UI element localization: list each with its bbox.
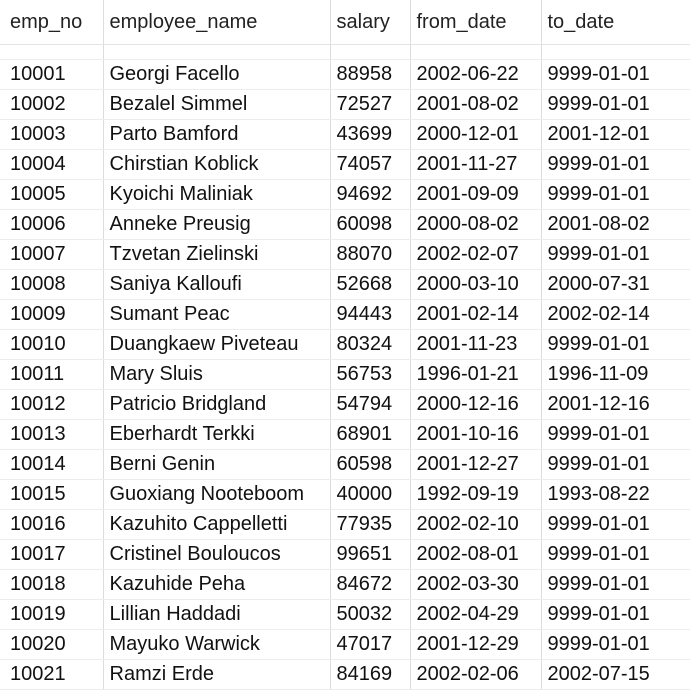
cell-from-date[interactable]: 2002-03-30: [410, 570, 541, 600]
cell-employee-name[interactable]: Berni Genin: [103, 450, 330, 480]
table-row[interactable]: [0, 420, 690, 450]
cell-emp-no[interactable]: 10015: [0, 480, 103, 510]
cell-emp-no[interactable]: 10008: [0, 270, 103, 300]
table-row[interactable]: [0, 300, 690, 330]
table-row[interactable]: [0, 570, 690, 600]
cell-to-date[interactable]: 9999-01-01: [541, 450, 690, 480]
cell-employee-name[interactable]: Patricio Bridgland: [103, 390, 330, 420]
table-row[interactable]: [0, 540, 690, 570]
cell-from-date[interactable]: 2000-08-02: [410, 210, 541, 240]
cell-emp-no[interactable]: 10019: [0, 600, 103, 630]
cell-emp-no[interactable]: 10001: [0, 60, 103, 90]
cell-to-date[interactable]: 2002-02-14: [541, 300, 690, 330]
cell-emp-no[interactable]: 10010: [0, 330, 103, 360]
cell-from-date[interactable]: 2000-12-16: [410, 390, 541, 420]
cell-salary[interactable]: 60598: [330, 450, 410, 480]
cell-salary[interactable]: 99651: [330, 540, 410, 570]
table-row[interactable]: [0, 90, 690, 120]
cell-employee-name[interactable]: Mary Sluis: [103, 360, 330, 390]
cell-emp-no[interactable]: 10003: [0, 120, 103, 150]
cell-from-date[interactable]: 2002-08-01: [410, 540, 541, 570]
cell-from-date[interactable]: 2001-10-16: [410, 420, 541, 450]
cell-to-date[interactable]: 2002-07-15: [541, 660, 690, 690]
cell-emp-no[interactable]: 10011: [0, 360, 103, 390]
table-body: [0, 45, 690, 690]
table-header: [0, 0, 690, 45]
cell-to-date[interactable]: 9999-01-01: [541, 540, 690, 570]
cell-to-date[interactable]: 9999-01-01: [541, 60, 690, 90]
cell-from-date[interactable]: 2001-11-23: [410, 330, 541, 360]
cell-salary[interactable]: 50032: [330, 600, 410, 630]
cell-emp-no[interactable]: 10009: [0, 300, 103, 330]
cell-emp-no[interactable]: 10012: [0, 390, 103, 420]
cell-salary[interactable]: 43699: [330, 120, 410, 150]
cell-to-date[interactable]: 1996-11-09: [541, 360, 690, 390]
cell-emp-no[interactable]: 10013: [0, 420, 103, 450]
column-header-salary[interactable]: salary: [330, 0, 410, 45]
cell-salary[interactable]: 56753: [330, 360, 410, 390]
cell-salary[interactable]: 94443: [330, 300, 410, 330]
cell-employee-name[interactable]: Eberhardt Terkki: [103, 420, 330, 450]
cell-salary[interactable]: 74057: [330, 150, 410, 180]
cell-employee-name[interactable]: Lillian Haddadi: [103, 600, 330, 630]
cell-emp-no[interactable]: 10004: [0, 150, 103, 180]
table-row[interactable]: [0, 270, 690, 300]
cell-to-date[interactable]: 9999-01-01: [541, 240, 690, 270]
table-row[interactable]: [0, 240, 690, 270]
cell-from-date[interactable]: 2002-02-10: [410, 510, 541, 540]
table-row[interactable]: [0, 330, 690, 360]
cell-salary[interactable]: 84169: [330, 660, 410, 690]
table-row[interactable]: [0, 600, 690, 630]
cell-salary[interactable]: 80324: [330, 330, 410, 360]
cell-salary[interactable]: 47017: [330, 630, 410, 660]
cell-to-date[interactable]: 2001-12-01: [541, 120, 690, 150]
cell-to-date[interactable]: 2000-07-31: [541, 270, 690, 300]
cell-to-date[interactable]: 9999-01-01: [541, 420, 690, 450]
cell-employee-name[interactable]: Georgi Facello: [103, 60, 330, 90]
cell-employee-name[interactable]: Kazuhide Peha: [103, 570, 330, 600]
column-header-employee-name[interactable]: employee_name: [103, 0, 330, 45]
cell-salary[interactable]: 77935: [330, 510, 410, 540]
cell-emp-no[interactable]: 10006: [0, 210, 103, 240]
cell-from-date[interactable]: 2002-02-07: [410, 240, 541, 270]
cell-salary[interactable]: 68901: [330, 420, 410, 450]
cell-employee-name[interactable]: Bezalel Simmel: [103, 90, 330, 120]
cell-salary[interactable]: 88958: [330, 60, 410, 90]
cell-salary[interactable]: 40000: [330, 480, 410, 510]
cell-from-date[interactable]: 2001-11-27: [410, 150, 541, 180]
table-row[interactable]: [0, 180, 690, 210]
table-row[interactable]: [0, 510, 690, 540]
cell-to-date[interactable]: 9999-01-01: [541, 600, 690, 630]
table-row[interactable]: [0, 210, 690, 240]
cell-from-date[interactable]: 2001-02-14: [410, 300, 541, 330]
cell-from-date[interactable]: 1992-09-19: [410, 480, 541, 510]
table-row[interactable]: [0, 630, 690, 660]
cell-from-date[interactable]: 2001-12-29: [410, 630, 541, 660]
cell-salary[interactable]: 94692: [330, 180, 410, 210]
cell-employee-name[interactable]: Mayuko Warwick: [103, 630, 330, 660]
cell-emp-no[interactable]: 10007: [0, 240, 103, 270]
cell-from-date[interactable]: 2000-12-01: [410, 120, 541, 150]
cell-to-date[interactable]: 9999-01-01: [541, 630, 690, 660]
table-row[interactable]: [0, 120, 690, 150]
cell-emp-no[interactable]: 10014: [0, 450, 103, 480]
cell-to-date[interactable]: 9999-01-01: [541, 510, 690, 540]
cell-salary[interactable]: 52668: [330, 270, 410, 300]
cell-from-date[interactable]: 2001-09-09: [410, 180, 541, 210]
cell-emp-no[interactable]: 10021: [0, 660, 103, 690]
table-row[interactable]: [0, 150, 690, 180]
cell-employee-name[interactable]: Chirstian Koblick: [103, 150, 330, 180]
cell-to-date[interactable]: 9999-01-01: [541, 90, 690, 120]
cell-to-date[interactable]: 9999-01-01: [541, 180, 690, 210]
table-row[interactable]: [0, 360, 690, 390]
cell-to-date[interactable]: 9999-01-01: [541, 330, 690, 360]
cell-employee-name[interactable]: Ramzi Erde: [103, 660, 330, 690]
cell-emp-no[interactable]: 10017: [0, 540, 103, 570]
cell-to-date[interactable]: 2001-08-02: [541, 210, 690, 240]
cell-to-date[interactable]: 1993-08-22: [541, 480, 690, 510]
column-header-emp-no[interactable]: emp_no: [0, 0, 103, 45]
cell-salary[interactable]: 54794: [330, 390, 410, 420]
header-spacer: [0, 45, 690, 60]
cell-employee-name[interactable]: Parto Bamford: [103, 120, 330, 150]
cell-salary[interactable]: 72527: [330, 90, 410, 120]
cell-from-date[interactable]: 2002-04-29: [410, 600, 541, 630]
cell-salary[interactable]: 88070: [330, 240, 410, 270]
cell-employee-name[interactable]: Duangkaew Piveteau: [103, 330, 330, 360]
cell-salary[interactable]: 60098: [330, 210, 410, 240]
cell-from-date[interactable]: 2002-06-22: [410, 60, 541, 90]
cell-from-date[interactable]: 2001-12-27: [410, 450, 541, 480]
cell-from-date[interactable]: 2002-02-06: [410, 660, 541, 690]
column-header-to-date[interactable]: to_date: [541, 0, 690, 45]
cell-from-date[interactable]: 2001-08-02: [410, 90, 541, 120]
cell-employee-name[interactable]: Anneke Preusig: [103, 210, 330, 240]
cell-employee-name[interactable]: Saniya Kalloufi: [103, 270, 330, 300]
column-header-from-date[interactable]: from_date: [410, 0, 541, 45]
cell-employee-name[interactable]: Kazuhito Cappelletti: [103, 510, 330, 540]
cell-to-date[interactable]: 2001-12-16: [541, 390, 690, 420]
table-row[interactable]: [0, 660, 690, 690]
table-row[interactable]: [0, 480, 690, 510]
cell-emp-no[interactable]: 10020: [0, 630, 103, 660]
cell-from-date[interactable]: 1996-01-21: [410, 360, 541, 390]
table-row[interactable]: [0, 390, 690, 420]
cell-to-date[interactable]: 9999-01-01: [541, 570, 690, 600]
cell-employee-name[interactable]: Tzvetan Zielinski: [103, 240, 330, 270]
header-row: [0, 0, 690, 45]
cell-emp-no[interactable]: 10018: [0, 570, 103, 600]
cell-salary[interactable]: 84672: [330, 570, 410, 600]
cell-employee-name[interactable]: Kyoichi Maliniak: [103, 180, 330, 210]
cell-employee-name[interactable]: Sumant Peac: [103, 300, 330, 330]
cell-emp-no[interactable]: 10016: [0, 510, 103, 540]
cell-emp-no[interactable]: 10002: [0, 90, 103, 120]
cell-from-date[interactable]: 2000-03-10: [410, 270, 541, 300]
cell-emp-no[interactable]: 10005: [0, 180, 103, 210]
table-row[interactable]: [0, 450, 690, 480]
table-row[interactable]: [0, 60, 690, 90]
cell-to-date[interactable]: 9999-01-01: [541, 150, 690, 180]
cell-employee-name[interactable]: Cristinel Bouloucos: [103, 540, 330, 570]
cell-employee-name[interactable]: Guoxiang Nooteboom: [103, 480, 330, 510]
